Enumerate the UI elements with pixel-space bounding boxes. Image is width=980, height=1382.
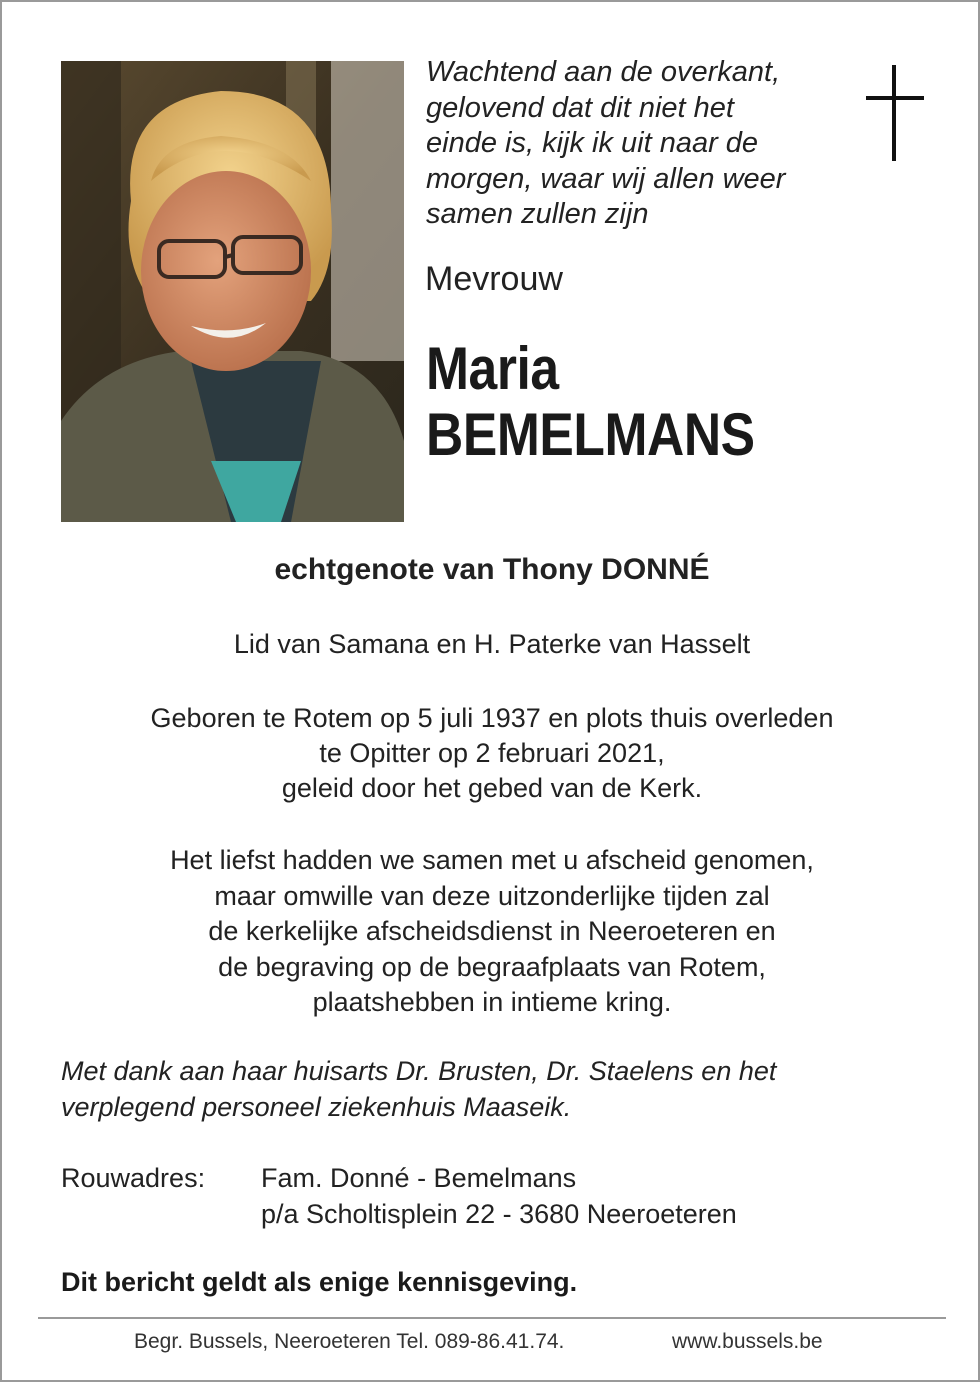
farewell-line: plaatshebben in intieme kring. [312,987,672,1017]
farewell-text [2,843,980,1021]
latin-cross-icon [866,65,924,161]
life-line: geleid door het gebed van de Kerk. [281,773,703,803]
poem-line: gelovend dat dit niet het [426,91,734,124]
notice-statement: Dit bericht geldt als enige kennisgeving. [61,1267,578,1297]
website-link[interactable]: www.bussels.be [672,1330,823,1353]
farewell-line: de begraving op de begraafplaats van Rotem, [218,951,766,982]
salutation: Mevrouw [425,260,563,298]
farewell-line: de kerkelijke afscheidsdienst in Neeroeteren en [208,916,776,946]
address-line: p/a Scholtisplein 22 - 3680 Neeroeteren [261,1199,737,1229]
life-line: te Opitter op 2 februari 2021, [319,738,665,768]
first-name: Maria [426,335,559,402]
spouse-line: echtgenote van Thony DONNÉ [274,553,710,586]
address-line: Fam. Donné - Bemelmans [261,1163,577,1193]
poem-line: samen zullen zijn [426,198,649,230]
thanks-line: Met dank aan haar huisarts Dr. Brusten, Dr. Staelens en het [61,1056,777,1086]
farewell-line: maar omwille van deze uitzonderlijke tijden zal [214,880,770,911]
life-details [2,701,980,806]
poem-line: morgen, waar wij allen weer [426,162,786,195]
poem-line: Wachtend aan de overkant, [426,56,781,88]
last-name: BEMELMANS [426,401,755,468]
divider [38,1317,946,1319]
membership-line: Lid van Samana en H. Paterke van Hasselt [233,629,751,659]
poem-line: einde is, kijk ik uit naar de [426,127,759,159]
life-line: Geboren te Rotem op 5 juli 1937 en plots thuis overleden [150,703,834,733]
address-lines [261,1160,737,1232]
thanks-text [61,1053,941,1125]
portrait-photo [61,61,404,522]
footer [134,1330,823,1354]
undertaker-info: Begr. Bussels, Neeroeteren Tel. 089-86.41.74. [134,1330,565,1353]
poem [426,55,846,233]
thanks-line: verplegend personeel ziekenhuis Maaseik. [61,1092,572,1122]
farewell-line: Het liefst hadden we samen met u afscheid genomen, [170,845,814,875]
address-label: Rouwadres: [61,1163,206,1193]
deceased-name [426,336,755,468]
